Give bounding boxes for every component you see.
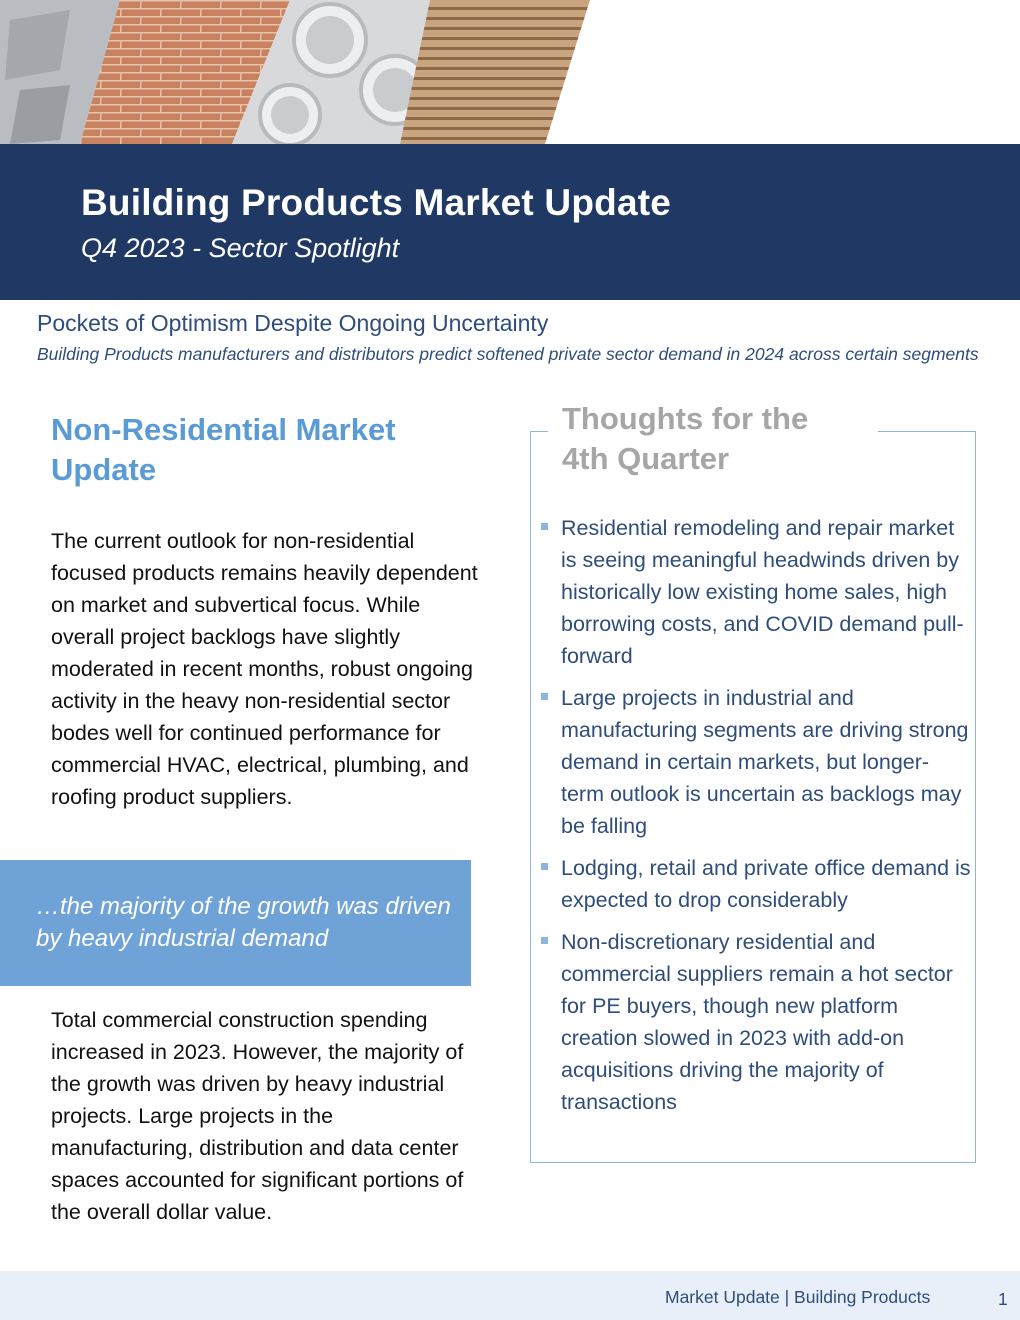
- page-subtitle: Q4 2023 - Sector Spotlight: [81, 233, 400, 263]
- pull-quote: …the majority of the growth was driven by heavy industrial demand: [36, 893, 451, 952]
- headline: Pockets of Optimism Despite Ongoing Uncertainty: [37, 310, 549, 336]
- pull-quote-box: [0, 860, 471, 986]
- section-title: Non-Residential Market Update: [51, 412, 396, 487]
- list-item: [540, 512, 972, 672]
- page-footer: [0, 1271, 1020, 1320]
- deck-text: Building Products manufacturers and distributors predict softened private sector demand in 2024 across certain segments: [37, 344, 979, 364]
- title-band: [0, 144, 1020, 300]
- body-paragraph-1: The current outlook for non-residential focused products remains heavily dependent on market and subvertical focus. While overall project backlogs have slightly moderated in recent months, robust ongoing activity in the heavy non-residential sector bodes well for continued performance for commercial HVAC, electrical, plumbing, and roofing product suppliers.: [51, 529, 478, 809]
- bullet-square-icon: [541, 693, 548, 700]
- bullet-square-icon: [541, 863, 548, 870]
- bullet-square-icon: [541, 523, 548, 530]
- building-materials-image: [0, 0, 1020, 144]
- bullet-text: Lodging, retail and private office demand is expected to drop considerably: [561, 856, 971, 912]
- bullet-text: Large projects in industrial and manufacturing segments are driving strong demand in certain markets, but longer-term outlook is uncertain as backlogs may be falling: [561, 686, 969, 838]
- page-number: 1: [998, 1289, 1008, 1309]
- header-photo-collage: [0, 0, 1020, 144]
- page-title: Building Products Market Update: [81, 182, 672, 223]
- bullet-text: Non-discretionary residential and commercial suppliers remain a hot sector for PE buyers, though new platform creation slowed in 2023 with add-on acquisitions driving the majority of transactions: [561, 930, 953, 1114]
- body-paragraph-2: Total commercial construction spending increased in 2023. However, the majority of the growth was driven by heavy industrial projects. Large projects in the manufacturing, distribution and data center spaces accounted for significant portions of the overall dollar value.: [51, 1008, 464, 1224]
- list-item: [540, 852, 972, 916]
- list-item: [540, 926, 972, 1118]
- bullet-text: Residential remodeling and repair market is seeing meaningful headwinds driven by historically low existing home sales, high borrowing costs, and COVID demand pull-forward: [561, 516, 964, 668]
- bullet-square-icon: [541, 937, 548, 944]
- list-item: [540, 682, 972, 842]
- sidebar-bullet-list: [540, 512, 972, 1128]
- footer-label: Market Update | Building Products: [665, 1287, 931, 1307]
- sidebar-title: Thoughts for the 4th Quarter: [562, 401, 809, 476]
